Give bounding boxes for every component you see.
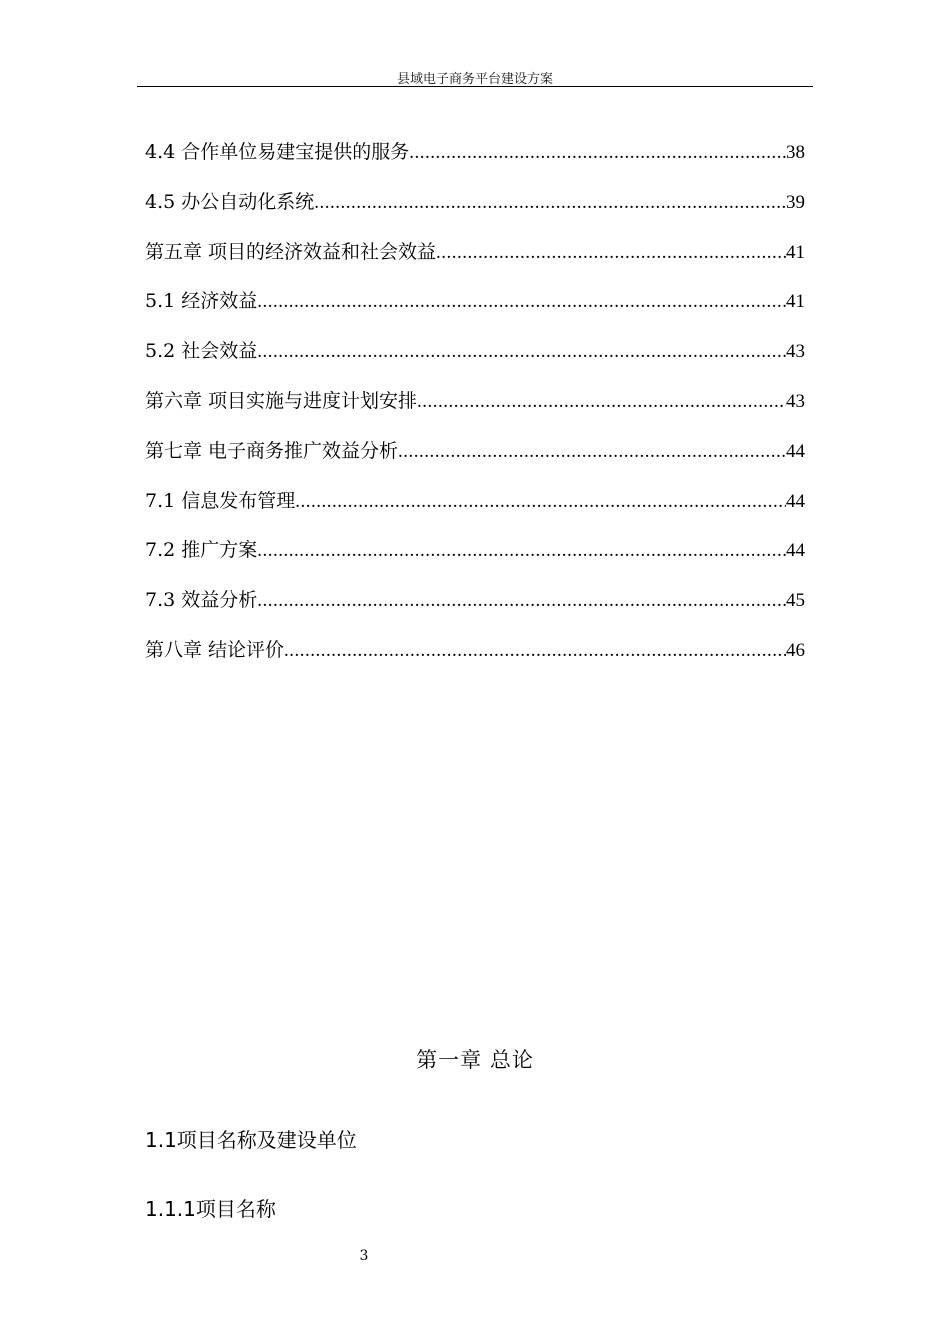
toc-dot-leader bbox=[257, 529, 786, 573]
toc-entry-page: 44 bbox=[786, 540, 805, 562]
toc-entry-label: 7.3 效益分析 bbox=[145, 589, 258, 612]
toc-entry[interactable] bbox=[145, 628, 805, 678]
toc-dot-leader bbox=[417, 380, 786, 424]
toc-entry[interactable] bbox=[145, 329, 805, 379]
toc-dot-leader bbox=[257, 330, 786, 374]
toc-entry[interactable] bbox=[145, 479, 805, 529]
toc-entry-label: 4.5 办公自动化系统 bbox=[145, 190, 315, 213]
section-heading-1-1-1: 1.1.1项目名称 bbox=[145, 1197, 276, 1221]
header-divider bbox=[137, 86, 813, 87]
toc-entry-page: 43 bbox=[786, 341, 805, 363]
toc-entry[interactable] bbox=[145, 379, 805, 429]
toc-dot-leader bbox=[295, 480, 786, 524]
toc-entry[interactable] bbox=[145, 429, 805, 479]
toc-entry-label: 5.1 经济效益 bbox=[145, 290, 258, 313]
toc-entry-page: 45 bbox=[786, 590, 805, 612]
toc-entry[interactable] bbox=[145, 578, 805, 628]
section-heading-1-1: 1.1项目名称及建设单位 bbox=[145, 1128, 357, 1152]
toc-entry-page: 44 bbox=[786, 490, 805, 512]
toc-entry-label: 第五章 项目的经济效益和社会效益 bbox=[145, 240, 437, 263]
toc-entry-label: 第七章 电子商务推广效益分析 bbox=[145, 439, 399, 462]
toc-dot-leader bbox=[314, 181, 786, 225]
toc-entry-page: 43 bbox=[786, 390, 805, 412]
toc-dot-leader bbox=[257, 579, 786, 623]
toc-entry-label: 第六章 项目实施与进度计划安排 bbox=[145, 389, 418, 412]
toc-entry-label: 第八章 结论评价 bbox=[145, 638, 285, 661]
toc-entry[interactable] bbox=[145, 130, 805, 180]
toc-entry-page: 44 bbox=[786, 440, 805, 462]
toc-entry[interactable] bbox=[145, 230, 805, 280]
toc-dot-leader bbox=[257, 280, 786, 324]
running-header: 县域电子商务平台建设方案 bbox=[396, 72, 553, 87]
toc-entry-page: 46 bbox=[786, 639, 805, 661]
page-number: 3 bbox=[359, 1248, 369, 1264]
toc-entry-page: 38 bbox=[786, 142, 805, 163]
toc-dot-leader bbox=[409, 131, 786, 175]
table-of-contents bbox=[145, 130, 805, 678]
toc-entry-page: 41 bbox=[786, 241, 805, 263]
toc-dot-leader bbox=[284, 629, 786, 673]
toc-entry[interactable] bbox=[145, 528, 805, 578]
chapter-title: 第一章 总论 bbox=[416, 1048, 534, 1072]
toc-dot-leader bbox=[436, 231, 786, 275]
toc-entry-label: 7.1 信息发布管理 bbox=[145, 489, 296, 512]
toc-entry-label: 7.2 推广方案 bbox=[145, 539, 258, 562]
toc-entry[interactable] bbox=[145, 180, 805, 230]
toc-entry-page: 41 bbox=[786, 291, 805, 313]
toc-dot-leader bbox=[398, 430, 786, 474]
toc-entry[interactable] bbox=[145, 279, 805, 329]
toc-entry-label: 5.2 社会效益 bbox=[145, 340, 258, 363]
toc-entry-label: 4.4 合作单位易建宝提供的服务 bbox=[145, 141, 410, 163]
toc-entry-page: 39 bbox=[786, 191, 805, 213]
